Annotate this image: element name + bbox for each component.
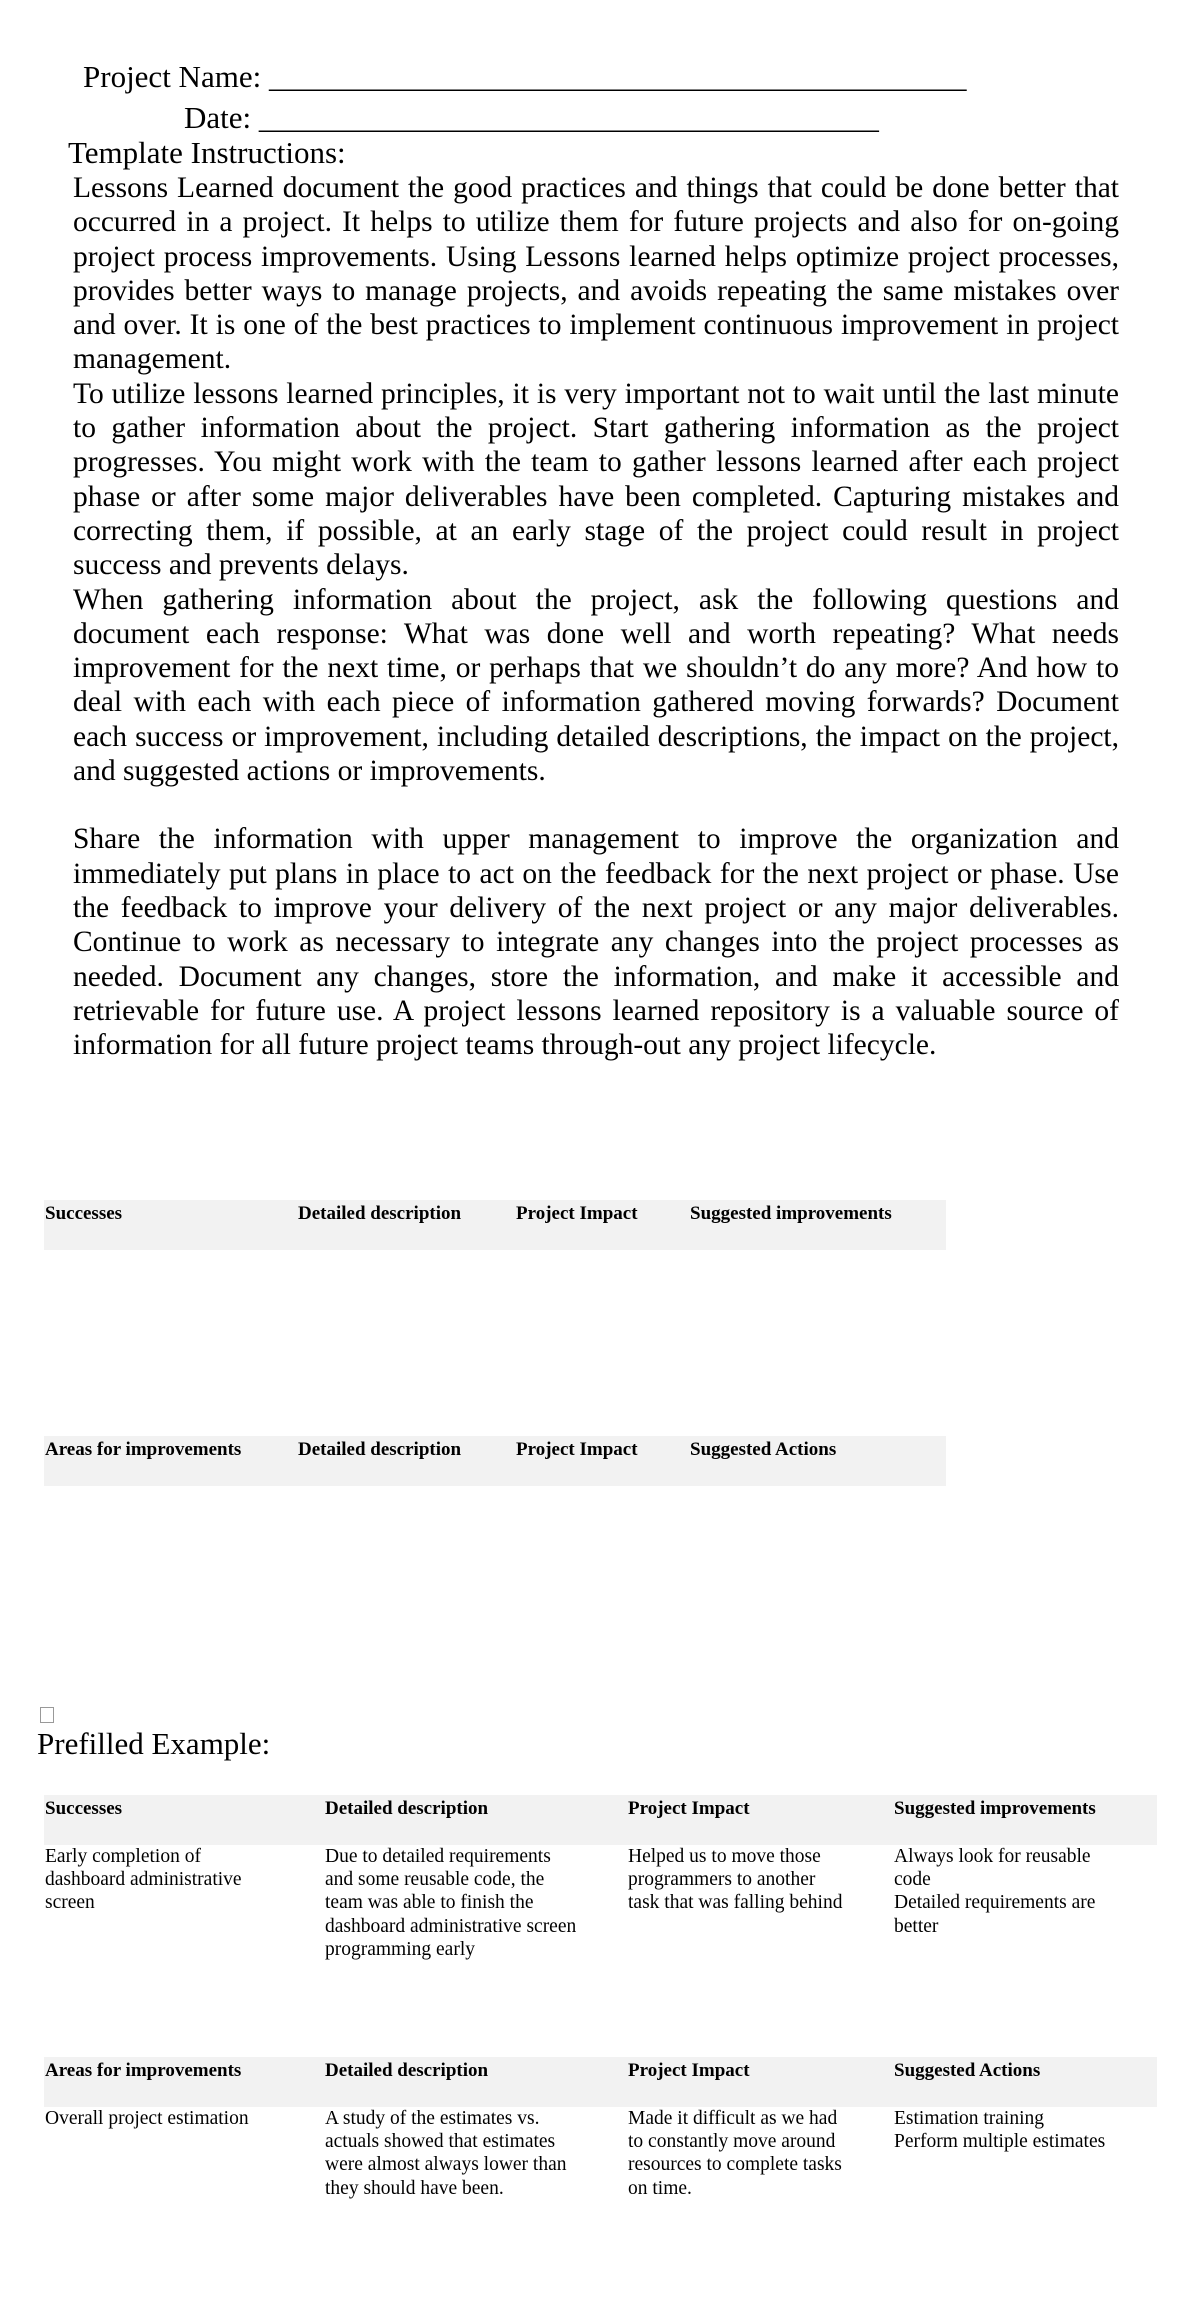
header-detailed-description: Detailed description bbox=[325, 2060, 489, 2081]
project-name-label: Project Name: bbox=[83, 59, 269, 94]
example-successes-cell-impact: Helped us to move those programmers to another task that was falling behind bbox=[628, 1846, 843, 1914]
example-successes-table-header bbox=[44, 1795, 1157, 1845]
date-blank[interactable]: ________________________________________ bbox=[258, 100, 879, 135]
header-suggested-improvements: Suggested improvements bbox=[690, 1203, 892, 1224]
image-placeholder-checkbox[interactable] bbox=[40, 1707, 54, 1723]
date-label: Date: bbox=[184, 100, 259, 135]
header-areas-for-improvements: Areas for improvements bbox=[45, 1439, 242, 1460]
header-suggested-actions: Suggested Actions bbox=[894, 2060, 1041, 2081]
header-suggested-improvements: Suggested improvements bbox=[894, 1798, 1096, 1819]
date-line bbox=[184, 101, 879, 135]
header-project-impact: Project Impact bbox=[516, 1203, 638, 1224]
instructions-heading: Template Instructions: bbox=[68, 135, 346, 170]
instructions-body bbox=[73, 171, 1119, 1062]
example-successes-cell-description: Due to detailed requirements and some reusable code, the team was able to finish the dashboard administrative screen programming early bbox=[325, 1846, 577, 1960]
header-suggested-actions: Suggested Actions bbox=[690, 1439, 837, 1460]
header-detailed-description: Detailed description bbox=[325, 1798, 489, 1819]
example-improvements-cell-description: A study of the estimates vs. actuals showed that estimates were almost always lower than they should have been. bbox=[325, 2108, 567, 2199]
project-name-line bbox=[83, 60, 966, 94]
header-successes: Successes bbox=[45, 1798, 123, 1819]
example-improvements-table-header bbox=[44, 2057, 1157, 2107]
prefilled-example-heading: Prefilled Example: bbox=[37, 1726, 271, 1761]
header-project-impact: Project Impact bbox=[516, 1439, 638, 1460]
example-successes-cell-success: Early completion of dashboard administrative screen bbox=[45, 1846, 242, 1914]
instructions-paragraph: When gathering information about the project, ask the following questions and document each response: What was done well and worth repeating? What needs improvement for the next time, or perhaps that we shouldn’t do any more? And how to deal with each with each piece of information gathered moving forwards? Document each success or improvement, including detailed descriptions, the impact on the project, and suggested actions or improvements. bbox=[73, 583, 1119, 788]
header-detailed-description: Detailed description bbox=[298, 1203, 462, 1224]
header-project-impact: Project Impact bbox=[628, 2060, 750, 2081]
instructions-paragraph: Lessons Learned document the good practices and things that could be done better that occurred in a project. It helps to utilize them for future projects and also for on-going project process improvements. Using Lessons learned helps optimize project processes, provides better ways to manage projects, and avoids repeating the same mistakes over and over. It is one of the best practices to implement continuous improvement in project management. bbox=[73, 172, 1119, 376]
instructions-paragraph: Share the information with upper management to improve the organization and immediately put plans in place to act on the feedback for the next project or phase. Use the feedback to improve your delivery of the next project or any major deliverables. Continue to work as necessary to integrate any changes into the project processes as needed. Document any changes, store the information, and make it accessible and retrievable for future use. A project lessons learned repository is a valuable source of information for all future project teams through-out any project lifecycle. bbox=[73, 823, 1119, 1062]
project-name-blank[interactable]: _____________________________________________ bbox=[268, 59, 967, 94]
example-successes-cell-improvements: Always look for reusable code Detailed requirements are better bbox=[894, 1846, 1096, 1937]
example-improvements-cell-impact: Made it difficult as we had to constantly move around resources to complete tasks on time. bbox=[628, 2108, 842, 2199]
instructions-paragraph: To utilize lessons learned principles, it is very important not to wait until the last minute to gather information about the project. Start gathering information as the project progresses. You might work with the team to gather lessons learned after each project phase or after some major deliverables have been completed. Capturing mistakes and correcting them, if possible, at an early stage of the project could result in project success and prevents delays. bbox=[73, 377, 1119, 582]
example-improvements-cell-actions: Estimation training Perform multiple estimates bbox=[894, 2108, 1106, 2153]
header-detailed-description: Detailed description bbox=[298, 1439, 462, 1460]
header-project-impact: Project Impact bbox=[628, 1798, 750, 1819]
successes-table-header bbox=[44, 1200, 946, 1250]
example-improvements-cell-area: Overall project estimation bbox=[45, 2108, 249, 2129]
header-areas-for-improvements: Areas for improvements bbox=[45, 2060, 242, 2081]
header-successes: Successes bbox=[45, 1203, 123, 1224]
improvements-table-header bbox=[44, 1436, 946, 1486]
